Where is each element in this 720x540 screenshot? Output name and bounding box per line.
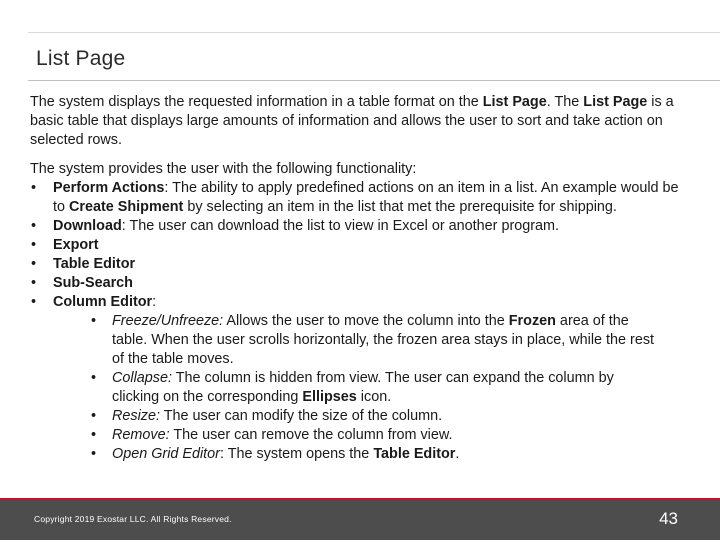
- list-item-sub-search: [30, 274, 690, 293]
- sub-item-bold: Frozen: [508, 313, 556, 329]
- sublist-item-remove: [53, 426, 690, 445]
- item-label: Download: [53, 218, 122, 234]
- sub-item-bold: Table Editor: [373, 446, 456, 462]
- page-number: 43: [659, 509, 678, 528]
- sub-item-label: Open Grid Editor: [112, 446, 220, 462]
- footer-bar: [0, 500, 720, 540]
- item-label: Export: [53, 237, 99, 253]
- sub-item-text: .: [455, 446, 460, 462]
- intro-text-3: is a basic table that displays large amounts of information and allows the user to sort and take action on selected rows.: [30, 94, 674, 148]
- intro-bold-1: List Page: [482, 94, 547, 110]
- copyright-text: Copyright 2019 Exostar LLC. All Rights Reserved.: [34, 514, 232, 524]
- functionality-list: [30, 179, 690, 464]
- list-item-perform-actions: [30, 179, 690, 217]
- item-label: Perform Actions: [53, 180, 165, 196]
- item-text: : The user can download the list to view in Excel or another program.: [121, 218, 560, 234]
- intro-bold-2: List Page: [583, 94, 648, 110]
- sublist-item-open-grid-editor: [53, 445, 690, 464]
- top-divider: [28, 32, 720, 33]
- slide-content: [30, 93, 690, 464]
- item-bold: Create Shipment: [69, 199, 184, 215]
- intro-text-1: The system displays the requested information in a table format on the: [30, 94, 483, 110]
- sub-item-text: icon.: [356, 389, 392, 405]
- column-editor-sublist: [53, 312, 690, 464]
- sub-item-bold: Ellipses: [302, 389, 357, 405]
- sub-item-label: Collapse:: [112, 370, 172, 386]
- sub-item-text: The user can remove the column from view.: [169, 427, 453, 443]
- intro-text-2: . The: [546, 94, 584, 110]
- title-divider: [28, 80, 720, 81]
- list-item-column-editor: [30, 293, 690, 464]
- item-label: Column Editor: [53, 294, 153, 310]
- sub-item-label: Remove:: [112, 427, 170, 443]
- sub-item-label: Resize:: [112, 408, 160, 424]
- list-item-download: [30, 217, 690, 236]
- list-item-export: [30, 236, 690, 255]
- sub-item-text: Allows the user to move the column into the: [223, 313, 509, 329]
- sublist-item-resize: [53, 407, 690, 426]
- item-label: Table Editor: [53, 256, 136, 272]
- sublist-item-collapse: [53, 369, 690, 407]
- item-label: Sub-Search: [53, 275, 133, 291]
- sub-item-text: The column is hidden from view. The user can expand the column by clicking on the corresponding: [112, 370, 614, 405]
- sub-item-text: area of the table. When the user scrolls horizontally, the frozen area stays in place, while the rest of the table moves.: [112, 313, 655, 367]
- sub-item-label: Freeze/Unfreeze:: [112, 313, 224, 329]
- functionality-lead: The system provides the user with the following functionality:: [30, 161, 417, 177]
- intro-paragraph: [30, 93, 690, 150]
- item-text: by selecting an item in the list that met the prerequisite for shipping.: [183, 199, 617, 215]
- item-text: : The ability to apply predefined actions on an item in a list. An example would be to: [53, 180, 679, 215]
- list-item-table-editor: [30, 255, 690, 274]
- page-title: List Page: [36, 47, 126, 70]
- sub-item-text: : The system opens the: [219, 446, 374, 462]
- sublist-item-freeze: [53, 312, 690, 369]
- item-text: :: [152, 294, 157, 310]
- sub-item-text: The user can modify the size of the column.: [160, 408, 443, 424]
